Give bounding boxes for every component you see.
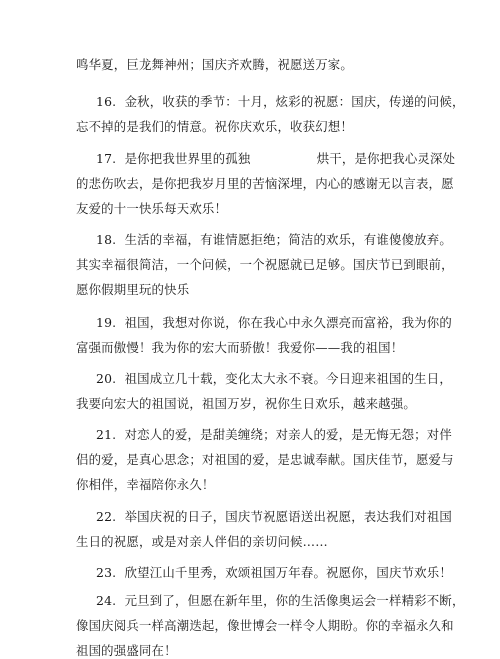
text-line: 像国庆阅兵一样高潮迭起，像世博会一样令人期盼。你的幸福永久和: [76, 618, 454, 633]
text-line: 20. 祖国成立几十载，变化太大永不衰。今日迎来祖国的生日，: [96, 371, 452, 386]
text-line: 16. 金秋，收获的季节：十月，炫彩的祝愿：国庆，传递的问候，: [96, 94, 465, 109]
text-line: 侣的爱，是真心思念；对祖国的爱，是忠诚奉献。国庆佳节，愿爱与: [76, 452, 454, 467]
text-line: 17. 是你把我世界里的孤独 烘干，是你把我心灵深处: [96, 151, 456, 166]
text-line: 22. 举国庆祝的日子，国庆节祝愿语送出祝愿，表达我们对祖国: [96, 509, 452, 524]
text-line: 21. 对恋人的爱，是甜美缠绕；对亲人的爱，是无悔无怨；对伴: [96, 427, 452, 442]
text-line: 23. 欣望江山千里秀，欢颂祖国万年春。祝愿你，国庆节欢乐！: [96, 565, 452, 580]
text-line: 19. 祖国，我想对你说，你在我心中永久漂亮而富裕，我为你的: [96, 315, 452, 330]
text-line: 24. 元旦到了，但愿在新年里，你的生活像奥运会一样精彩不断，: [96, 593, 465, 608]
text-line: 我要向宏大的祖国说，祖国万岁，祝你生日欢乐，越来越强。: [76, 396, 416, 411]
text-line: 友爱的十一快乐每天欢乐！: [76, 201, 228, 216]
text-line: 你相伴，幸福陪你永久！: [76, 477, 215, 492]
text-line: 鸣华夏，巨龙舞神州；国庆齐欢腾，祝愿送万家。: [76, 57, 353, 72]
text-line: 祖国的强盛同在！: [76, 643, 177, 658]
text-line: 的悲伤吹去，是你把我岁月里的苦恼深埋，内心的感谢无以言表，愿: [76, 176, 454, 191]
text-line: 生日的祝愿，或是对亲人伴侣的亲切问候……: [76, 534, 328, 549]
text-line: 富强而傲慢！我为你的宏大而骄傲！我爱你——我的祖国！: [76, 340, 404, 355]
text-line: 18. 生活的幸福，有谁情愿拒绝；简洁的欢乐，有谁傻傻放弃。: [96, 232, 452, 247]
text-line: 其实幸福很简洁，一个问候，一个祝愿就已足够。国庆节已到眼前，: [76, 257, 454, 272]
text-line: 忘不掉的是我们的情意。祝你庆欢乐，收获幻想！: [76, 119, 353, 134]
text-line: 愿你假期里玩的快乐: [76, 282, 190, 297]
